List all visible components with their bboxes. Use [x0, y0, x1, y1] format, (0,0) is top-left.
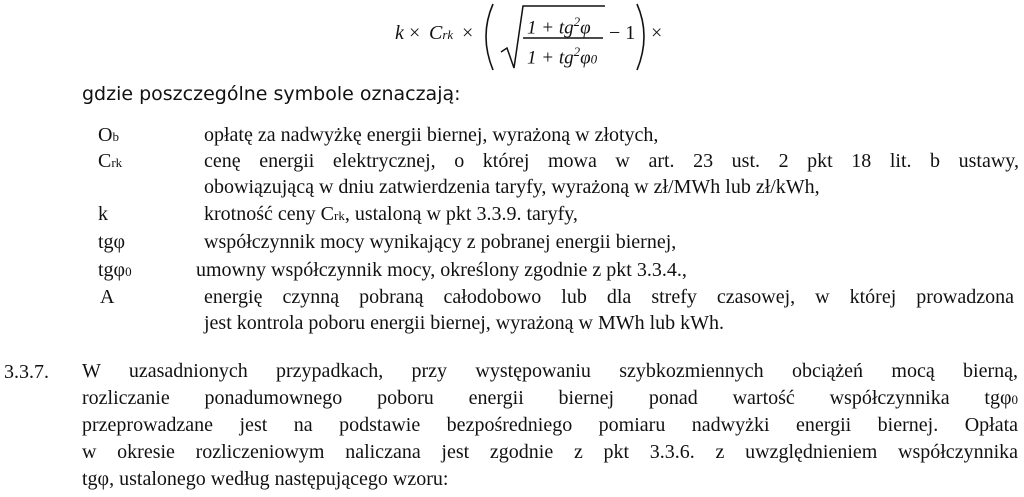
- section-line-4: w okresie rozliczeniowym naliczana jest zgodnie z pkt 3.3.6. z uwzględnieniem współczynnika: [82, 441, 1018, 463]
- desc-a-line2: jest kontrola poboru energii biernej, wyrażoną w MWh lub kWh.: [204, 312, 725, 334]
- desc-crk-line1: cenę energii elektrycznej, o której mowa w art. 23 ust. 2 pkt 18 lit. b ustawy,: [204, 150, 1019, 172]
- symbol-tgphi0: tgφ0: [98, 259, 132, 281]
- desc-crk-line2: obowiązującą w dniu zatwierdzenia taryfy, wyrażoną w zł/MWh lub zł/kWh,: [204, 176, 820, 198]
- symbol-ob: Ob: [98, 124, 119, 146]
- formula-denominator: $1 + tg^2\varphi 0$: [527, 44, 598, 69]
- section-line-3: przeprowadzane jest na podstawie bezpośredniego pomiaru nadwyżki energii biernej. Opłata: [82, 414, 1018, 436]
- desc-tgphi0: umowny współczynnik mocy, określony zgodnie z pkt 3.3.4.,: [196, 259, 687, 281]
- desc-a-line1: energię czynną pobraną całodobowo lub dla strefy czasowej, w której prowadzona: [204, 286, 1014, 308]
- symbol-a: A: [100, 286, 115, 308]
- section-line-5: tgφ, ustalonego według następującego wzoru:: [82, 468, 449, 490]
- section-line-2: rozliczanie ponadumownego poboru energii biernej ponad wartość współczynnika tgφ0: [82, 387, 1018, 409]
- formula-c: Crk: [429, 22, 454, 44]
- symbol-crk: Crk: [98, 150, 123, 172]
- formula-times-2: ×: [462, 22, 474, 44]
- formula-times-1: ×: [409, 22, 421, 44]
- desc-ob: opłatę za nadwyżkę energii biernej, wyrażoną w złotych,: [204, 124, 659, 146]
- intro-text: gdzie poszczególne symbole oznaczają:: [82, 83, 461, 105]
- formula-numerator: $1 + tg^2\varphi$: [527, 14, 591, 39]
- formula-k: k: [395, 22, 404, 44]
- formula-times-3: ×: [651, 22, 663, 44]
- section-number: 3.3.7.: [4, 361, 49, 383]
- symbol-tgphi: tgφ: [98, 231, 126, 253]
- desc-k: krotność ceny Crk, ustaloną w pkt 3.3.9. taryfy,: [204, 203, 578, 225]
- desc-tgphi: współczynnik mocy wynikający z pobranej energii biernej,: [204, 231, 677, 253]
- formula-minus-one: − 1: [609, 22, 636, 44]
- section-line-1: W uzasadnionych przypadkach, przy występowaniu szybkozmiennych obciążeń mocą bierną,: [82, 360, 1018, 382]
- symbol-k: k: [98, 203, 108, 225]
